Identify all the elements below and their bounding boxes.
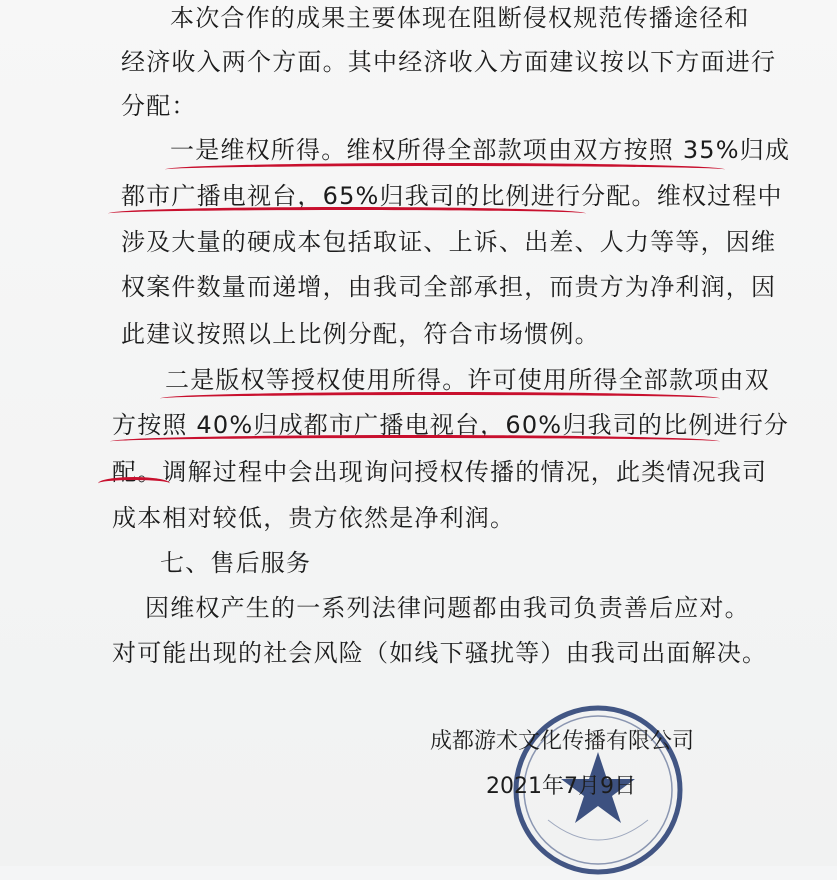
paragraph3-line3: 配。调解过程中会出现询问授权传播的情况，此类情况我司 [112, 458, 768, 486]
underline-clause2-b [110, 435, 720, 448]
paragraph2-line1: 一是维权所得。维权所得全部款项由双方按照 35%归成 [170, 136, 791, 164]
paragraph4-line2: 对可能出现的社会风险（如线下骚扰等）由我司出面解决。 [112, 639, 768, 667]
paragraph3-line1: 二是版权等授权使用所得。许可使用所得全部款项由双 [165, 366, 770, 394]
paragraph1-line2: 经济收入两个方面。其中经济收入方面建议按以下方面进行 [121, 48, 777, 76]
paragraph3-line4: 成本相对较低，贵方依然是净利润。 [112, 504, 516, 532]
paragraph4-line1: 因维权产生的一系列法律问题都由我司负责善后应对。 [145, 594, 750, 622]
paragraph2-line2: 都市广播电视台，65%归我司的比例进行分配。维权过程中 [121, 182, 783, 210]
paragraph2-line3: 涉及大量的硬成本包括取证、上诉、出差、人力等等，因维 [121, 228, 777, 256]
signature-company: 成都游术文化传播有限公司 [430, 729, 695, 754]
underline-clause1-b [108, 207, 586, 220]
underline-clause2-a [160, 392, 720, 405]
underline-clause2-c [98, 477, 170, 490]
signature-date: 2021年7月9日 [486, 774, 636, 799]
paragraph2-line4: 权案件数量而递增，由我司全部承担，而贵方为净利润，因 [121, 273, 777, 301]
paragraph3-line2: 方按照 40%归成都市广播电视台，60%归我司的比例进行分 [112, 411, 790, 439]
paragraph1-line3: 分配： [121, 92, 197, 120]
paragraph2-line5: 此建议按照以上比例分配，符合市场惯例。 [121, 320, 600, 348]
underline-clause1-a [165, 163, 725, 176]
paragraph1-line1: 本次合作的成果主要体现在阻断侵权规范传播途径和 [170, 4, 750, 32]
section-heading: 七、售后服务 [160, 549, 312, 577]
